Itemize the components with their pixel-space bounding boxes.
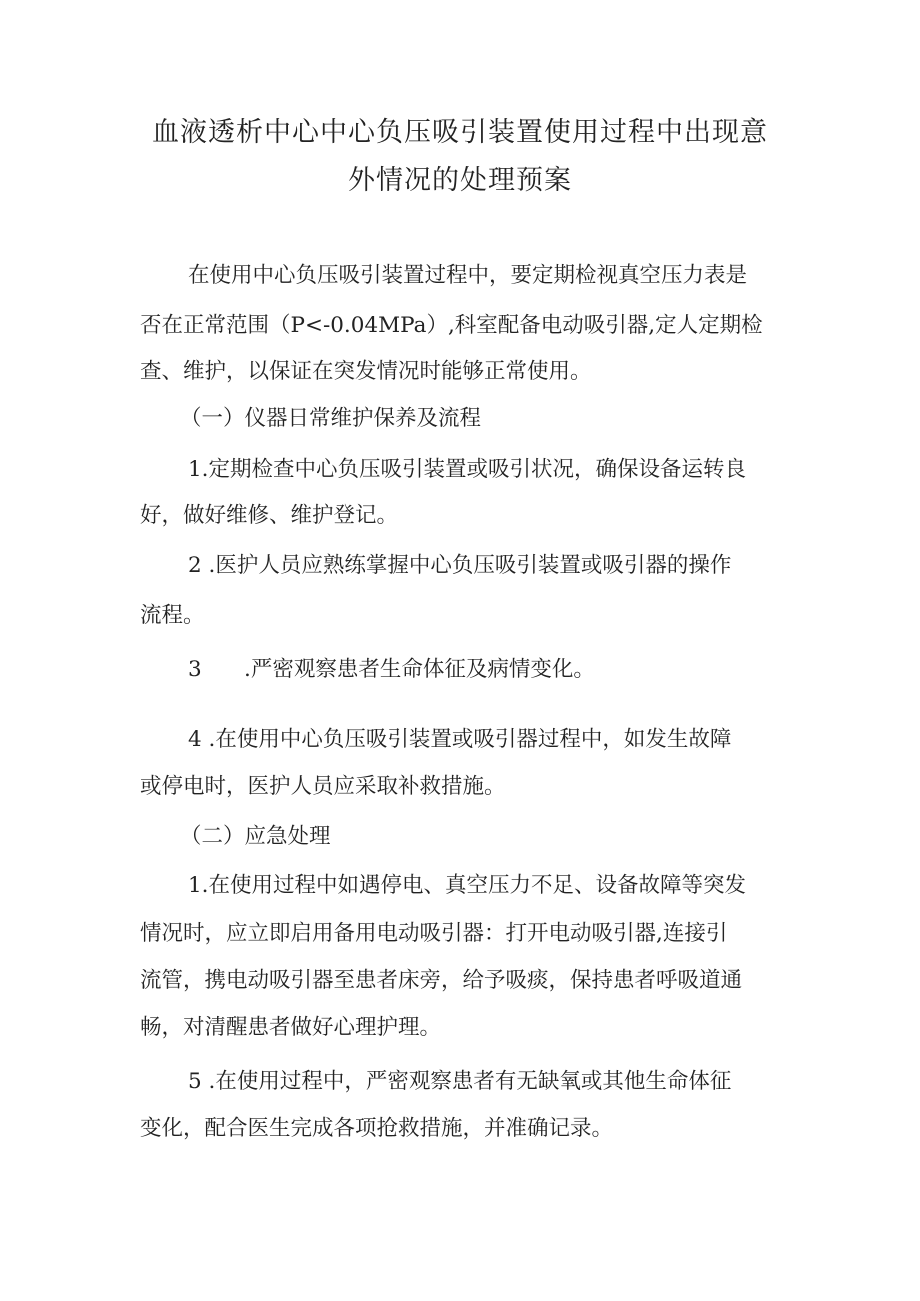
section-1-item-4-line-1: 4 .在使用中心负压吸引装置或吸引器过程中，如发生故障 bbox=[188, 727, 732, 752]
section-1-item-3-number: 3 bbox=[188, 657, 202, 682]
document-title-line-2: 外情况的处理预案 bbox=[348, 165, 572, 196]
intro-line-1: 在使用中心负压吸引装置过程中，要定期检视真空压力表是 bbox=[188, 263, 748, 288]
section-2-item-1-line-1: 1.在使用过程中如遇停电、真空压力不足、设备故障等突发 bbox=[188, 873, 747, 898]
document-title-line-1: 血液透析中心中心负压吸引装置使用过程中出现意 bbox=[152, 117, 768, 148]
section-2-heading: （二）应急处理 bbox=[180, 824, 331, 849]
section-1-heading: （一）仪器日常维护保养及流程 bbox=[180, 406, 482, 431]
section-2-item-1-line-2: 情况时，应立即启用备用电动吸引器：打开电动吸引器,连接引 bbox=[140, 921, 728, 946]
section-1-item-2-line-2: 流程。 bbox=[140, 603, 205, 628]
section-1-item-2-line-1: 2 .医护人员应熟练掌握中心负压吸引装置或吸引器的操作 bbox=[188, 553, 732, 578]
section-2-item-5-line-1: 5 .在使用过程中，严密观察患者有无缺氧或其他生命体征 bbox=[188, 1069, 732, 1094]
section-1-item-3-text: .严密观察患者生命体征及病情变化。 bbox=[244, 657, 595, 682]
section-1-item-1-line-1: 1.定期检查中心负压吸引装置或吸引状况，确保设备运转良 bbox=[188, 457, 747, 482]
intro-line-3: 查、维护，以保证在突发情况时能够正常使用。 bbox=[140, 359, 592, 384]
section-2-item-1-line-4: 畅，对清醒患者做好心理护理。 bbox=[140, 1015, 442, 1040]
section-2-item-1-line-3: 流管，携电动吸引器至患者床旁，给予吸痰，保持患者呼吸道通 bbox=[140, 968, 743, 993]
section-1-item-4-line-2: 或停电时，医护人员应采取补救措施。 bbox=[140, 774, 506, 799]
intro-line-2: 否在正常范围（P<-0.04MPa）,科室配备电动吸引器,定人定期检 bbox=[140, 313, 763, 338]
section-1-item-1-line-2: 好，做好维修、维护登记。 bbox=[140, 503, 399, 528]
section-2-item-5-line-2: 变化，配合医生完成各项抢救措施，并准确记录。 bbox=[140, 1116, 614, 1141]
